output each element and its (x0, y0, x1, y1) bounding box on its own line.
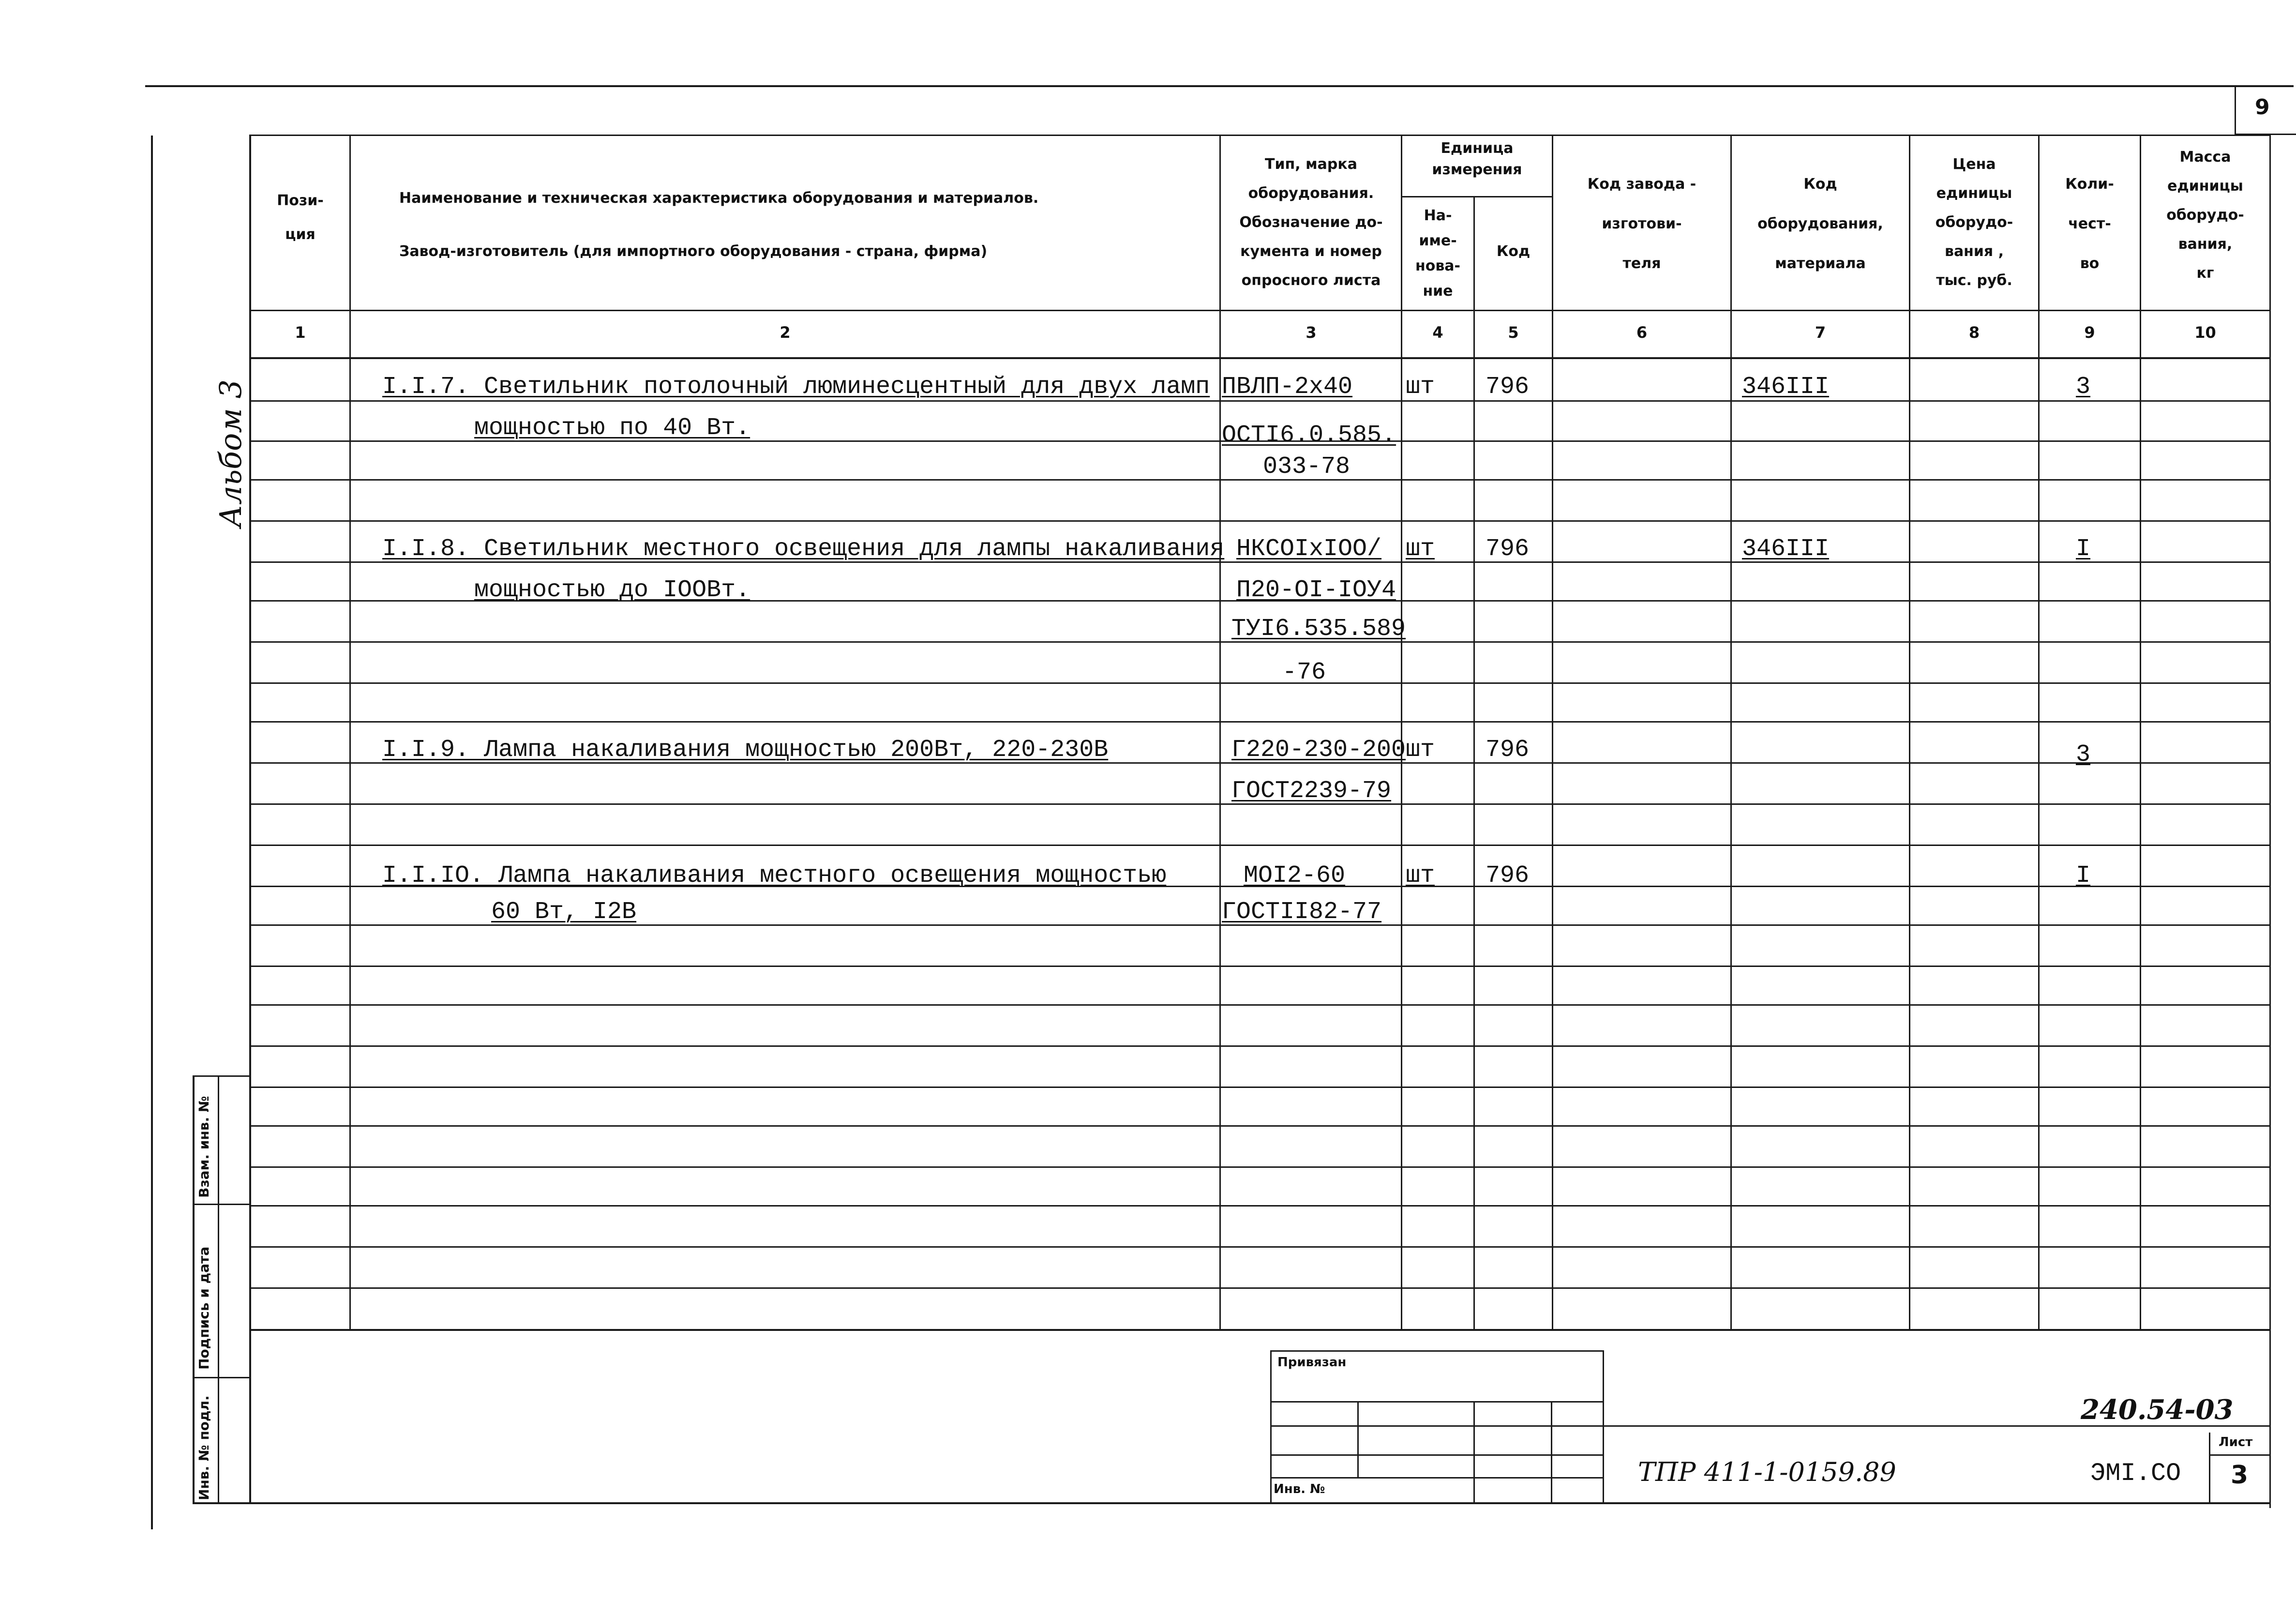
header-col3-line4: кумента и номер (1240, 243, 1382, 260)
item2-code: 796 (1486, 535, 1530, 563)
item2-name-line2: мощностью до IOOВт. (474, 576, 750, 604)
colnum-8: 8 (1968, 323, 1980, 342)
item4-name-line2: 60 Вт, I2В (491, 898, 637, 926)
header-col8 (1910, 150, 2038, 295)
stamp-col-2 (1473, 1401, 1475, 1504)
colnum-9: 9 (2084, 323, 2095, 342)
item1-equip-code: 346III (1742, 373, 1830, 401)
stamp-col-3 (1551, 1401, 1552, 1504)
grid-row-line (249, 1287, 2269, 1289)
item1-qty: 3 (2076, 373, 2091, 401)
side-stamp-h1 (193, 1075, 251, 1077)
header-col4 (1402, 203, 1473, 304)
header-col6-line2: изготови- (1602, 215, 1682, 232)
item4-code: 796 (1486, 862, 1530, 890)
item1-name-line2: мощностью по 40 Вт. (474, 414, 750, 442)
header-col10-line4: вания, (2178, 236, 2233, 253)
grid-row-line (249, 721, 2269, 723)
item1-unit: шт (1406, 373, 1435, 401)
item2-unit: шт (1406, 535, 1435, 563)
header-unit-line2: измерения (1432, 161, 1522, 178)
header-col8-line5: тыс. руб. (1936, 272, 2012, 289)
colnum-2: 2 (780, 323, 791, 342)
stamp-designation: ТПР 411-1-0159.89 (1638, 1457, 1896, 1487)
header-col10-line5: кг (2196, 265, 2214, 282)
header-col6-line1: Код завода - (1587, 176, 1696, 193)
frame-top-line (145, 85, 2294, 87)
grid-row-line (249, 1246, 2269, 1248)
header-unit-group (1402, 138, 1552, 181)
album-note: Альбом 3 (213, 379, 248, 528)
header-col6 (1553, 165, 1730, 284)
grid-row-line (249, 1004, 2269, 1006)
corner-sheet-number: 9 (2255, 95, 2270, 120)
frame-left-line (151, 136, 153, 1529)
header-col8-line2: единицы (1936, 185, 2012, 202)
item1-type-line2: ОСТI6.0.585. (1222, 422, 1396, 449)
header-col4-line3: нова- (1415, 257, 1461, 274)
header-col2 (351, 172, 1219, 278)
stamp-row-3 (1270, 1454, 1604, 1456)
header-col10 (2141, 143, 2269, 288)
grid-v-7 (1909, 135, 1910, 1330)
grid-row-line (249, 966, 2269, 967)
stamp-inv-no: Инв. № (1274, 1482, 1325, 1496)
header-col3-line2: оборудования. (1248, 185, 1374, 202)
item1-name-line1: I.I.7. Светильник потолочный люминесцентный для двух ламп (382, 373, 1210, 401)
grid-h-bottom (249, 1329, 2269, 1331)
grid-v-5 (1552, 135, 1553, 1330)
titleblock-sheet-divider (2209, 1454, 2269, 1456)
grid-row-line (249, 1205, 2269, 1207)
header-col9-line1: Коли- (2065, 176, 2114, 193)
item2-type-line2: П20-OI-IOУ4 (1236, 576, 1396, 604)
item1-type-line3: 033-78 (1263, 453, 1351, 481)
header-col1-line1: Пози- (277, 192, 324, 209)
item1-code: 796 (1486, 373, 1530, 401)
grid-h-unit (1401, 196, 1552, 197)
stamp-section: ЭМI.СО (2090, 1459, 2181, 1488)
grid-h-headend (249, 310, 2269, 311)
grid-row-line (249, 1045, 2269, 1047)
stamp-privyazan: Привязан (1277, 1355, 1347, 1370)
item3-type-line2: ГОСТ2239-79 (1231, 777, 1392, 805)
colnum-4: 4 (1432, 323, 1443, 342)
grid-v-9 (2140, 135, 2141, 1330)
item2-type-line3: ТУI6.535.589 (1231, 615, 1406, 643)
titleblock-sheet-left (2209, 1433, 2210, 1504)
colnum-6: 6 (1636, 323, 1648, 342)
header-col8-line3: оборудо- (1935, 214, 2013, 231)
header-col8-line1: Цена (1952, 156, 1996, 173)
grid-v-2 (1219, 135, 1221, 1330)
grid-h-top (249, 135, 2269, 136)
item2-type-line1: НКСОIхIOO/ (1236, 535, 1382, 563)
grid-row-line (249, 682, 2269, 684)
header-col3-line1: Тип, марка (1265, 156, 1357, 173)
item4-qty: I (2076, 862, 2091, 890)
item2-name-line1: I.I.8. Светильник местного освещения для лампы накаливания (382, 535, 1225, 563)
item3-qty: 3 (2076, 741, 2091, 769)
grid-row-line (249, 845, 2269, 846)
item2-equip-code: 346III (1742, 535, 1830, 563)
side-inv-podl: Инв. № подл. (196, 1395, 212, 1500)
item4-type-line2: ГОСТII82-77 (1222, 898, 1382, 926)
header-col1 (251, 184, 349, 252)
header-col1-line2: ция (285, 226, 315, 243)
header-col7 (1732, 165, 1909, 284)
stamp-box-left (1270, 1350, 1272, 1503)
item4-type-line1: МОI2-60 (1244, 862, 1346, 890)
side-stamp-left (193, 1075, 195, 1504)
item3-code: 796 (1486, 736, 1530, 764)
header-col9-line3: во (2080, 255, 2100, 272)
item1-type-line1: ПВЛП-2х40 (1222, 373, 1353, 401)
side-stamp-inner (218, 1075, 219, 1504)
item4-unit: шт (1406, 862, 1435, 890)
stamp-sheet-label: Лист (2219, 1435, 2253, 1449)
stamp-box-right (1603, 1350, 1604, 1503)
grid-v-3 (1401, 135, 1402, 1330)
header-col2-line1: Наименование и техническая характеристика оборудования и материалов. (399, 190, 1039, 207)
header-col10-line2: единицы (2167, 178, 2243, 195)
stamp-row-4 (1270, 1477, 1604, 1479)
item4-name-line1: I.I.IO. Лампа накаливания местного освещения мощностью (382, 862, 1167, 890)
stamp-handwritten-code: 240.54-03 (2081, 1394, 2234, 1426)
header-col7-line3: материала (1775, 255, 1866, 272)
grid-row-line (249, 1125, 2269, 1127)
item3-unit: шт (1406, 736, 1435, 764)
header-col6-line3: теля (1622, 255, 1661, 272)
colnum-10: 10 (2194, 323, 2216, 342)
side-inv-vzam: Взам. инв. № (196, 1096, 212, 1198)
grid-v-8 (2038, 135, 2040, 1330)
frame-bottom-line (194, 1502, 2269, 1504)
item3-name-line1: I.I.9. Лампа накаливания мощностью 200Вт, 220-230В (382, 736, 1109, 764)
header-col9 (2040, 165, 2140, 284)
colnum-1: 1 (295, 323, 306, 342)
stamp-box-top (1270, 1350, 1604, 1352)
side-signature-date: Подпись и дата (196, 1246, 212, 1370)
stamp-row-1 (1270, 1401, 1604, 1403)
side-stamp-h2 (193, 1204, 251, 1205)
header-unit-line1: Единица (1441, 140, 1514, 157)
header-col4-line1: На- (1424, 207, 1452, 224)
side-stamp-h3 (193, 1377, 251, 1378)
header-col10-line3: оборудо- (2166, 207, 2244, 224)
item2-type-line4: -76 (1282, 659, 1326, 686)
header-col3 (1221, 150, 1401, 295)
stamp-col-1 (1357, 1401, 1359, 1477)
header-col4-line2: име- (1419, 232, 1457, 249)
header-col5: Код (1496, 243, 1531, 260)
header-col7-line1: Код (1803, 176, 1837, 193)
grid-row-line (249, 479, 2269, 481)
header-col2-line2: Завод-изготовитель (для импортного оборудования - страна, фирма) (399, 243, 988, 260)
corner-box-left (2235, 85, 2236, 134)
grid-row-line (249, 1166, 2269, 1168)
frame-right-line (2269, 134, 2271, 1508)
grid-row-line (249, 520, 2269, 522)
header-col3-line5: опросного листа (1241, 272, 1381, 289)
colnum-5: 5 (1508, 323, 1519, 342)
grid-v-6 (1730, 135, 1732, 1330)
header-col9-line2: чест- (2068, 215, 2111, 232)
grid-v-1 (349, 135, 351, 1330)
header-col8-line4: вания , (1944, 243, 2004, 260)
colnum-3: 3 (1306, 323, 1317, 342)
item3-type-line1: Г220-230-200 (1231, 736, 1406, 764)
grid-row-line (249, 1087, 2269, 1088)
item2-qty: I (2076, 535, 2091, 563)
header-col3-line3: Обозначение до- (1239, 214, 1383, 231)
stamp-row-2 (1270, 1425, 1604, 1427)
stamp-sheet-value: 3 (2231, 1461, 2249, 1490)
header-col10-line1: Масса (2179, 149, 2231, 166)
header-col4-line4: ние (1423, 283, 1453, 300)
colnum-7: 7 (1815, 323, 1826, 342)
header-col7-line2: оборудования, (1757, 215, 1883, 232)
grid-h-numend (249, 357, 2269, 359)
